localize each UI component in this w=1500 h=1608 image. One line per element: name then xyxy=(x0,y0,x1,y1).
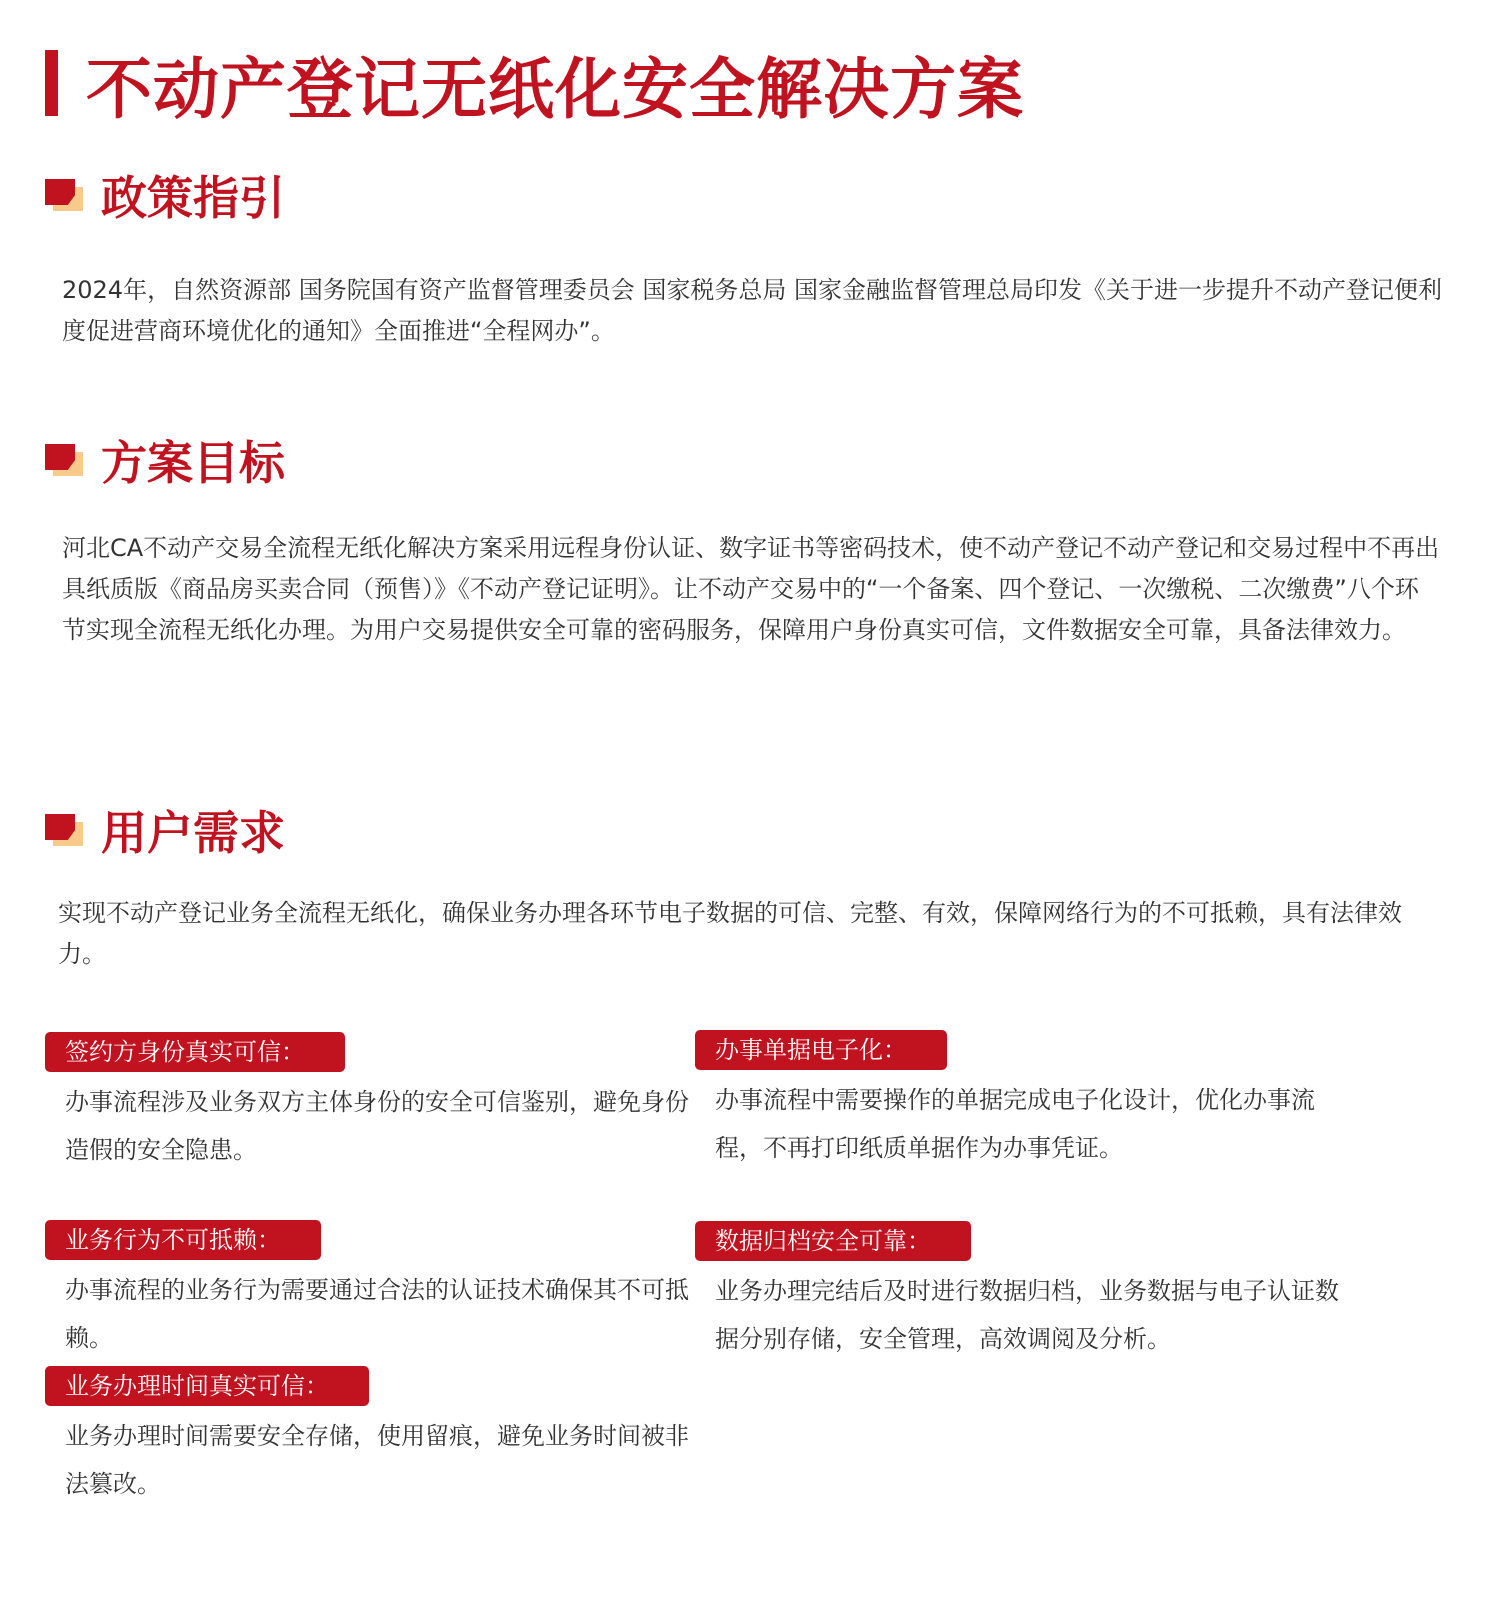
section-heading-policy-text: 政策指引 xyxy=(101,171,285,225)
section-heading-policy xyxy=(45,160,285,230)
need-card-desc: 业务办理时间需要安全存储，使用留痕，避免业务时间被非法篡改。 xyxy=(65,1422,689,1498)
page-title-text: 不动产登记无纸化安全解决方案 xyxy=(86,50,1024,128)
need-card-desc: 办事流程中需要操作的单据完成电子化设计，优化办事流程，不再打印纸质单据作为办事凭证。 xyxy=(715,1086,1315,1162)
need-card-non-repudiation xyxy=(45,1220,689,1362)
need-card-electronic-docs xyxy=(695,1030,1335,1172)
needs-paragraph: 实现不动产登记业务全流程无纸化，确保业务办理各环节电子数据的可信、完整、有效，保障网络行为的不可抵赖，具有法律效力。 xyxy=(58,899,1402,968)
need-card-timestamp xyxy=(45,1366,689,1508)
goal-paragraph: 河北CA不动产交易全流程无纸化解决方案采用远程身份认证、数字证书等密码技术，使不动产登记不动产登记和交易过程中不再出具纸质版《商品房买卖合同（预售）》《不动产登记证明》。让不动产交易中的“一个备案、四个登记、一次缴税、二次缴费”八个环节实现全流程无纸化办理。为用户交易提供安全可靠的密码服务，保障用户身份真实可信，文件数据安全可靠，具备法律效力。 xyxy=(62,534,1440,644)
need-card-desc: 办事流程的业务行为需要通过合法的认证技术确保其不可抵赖。 xyxy=(65,1276,689,1352)
need-card-archiving xyxy=(695,1221,1339,1363)
need-card-tag: 数据归档安全可靠： xyxy=(695,1221,971,1261)
need-card-desc: 办事流程涉及业务双方主体身份的安全可信鉴别，避免身份造假的安全隐患。 xyxy=(65,1088,689,1164)
need-card-identity xyxy=(45,1032,689,1174)
section-bookmark-icon xyxy=(45,175,85,215)
need-card-tag: 签约方身份真实可信： xyxy=(45,1032,345,1072)
section-bookmark-icon xyxy=(45,810,85,850)
section-bookmark-icon xyxy=(45,440,85,480)
policy-paragraph: 2024年，自然资源部 国务院国有资产监督管理委员会 国家税务总局 国家金融监督管理总局印发《关于进一步提升不动产登记便利度促进营商环境优化的通知》全面推进“全程网办”。 xyxy=(62,276,1442,345)
need-card-tag: 业务行为不可抵赖： xyxy=(45,1220,321,1260)
section-heading-goal-text: 方案目标 xyxy=(101,436,285,490)
section-heading-needs-text: 用户需求 xyxy=(101,806,285,860)
need-card-tag: 办事单据电子化： xyxy=(695,1030,947,1070)
need-card-desc: 业务办理完结后及时进行数据归档，业务数据与电子认证数据分别存储，安全管理，高效调阅及分析。 xyxy=(715,1277,1339,1353)
page-title xyxy=(45,38,1024,128)
section-heading-needs xyxy=(45,795,285,865)
title-accent-bar xyxy=(45,50,58,116)
section-heading-goal xyxy=(45,425,285,495)
need-card-tag: 业务办理时间真实可信： xyxy=(45,1366,369,1406)
